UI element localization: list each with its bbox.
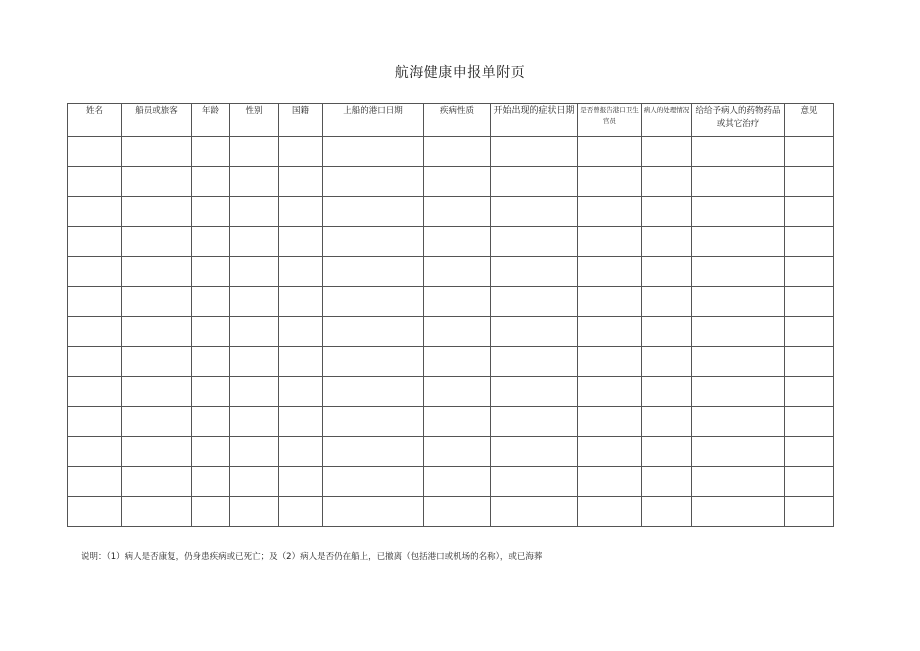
table-row <box>68 377 834 407</box>
table-cell[interactable] <box>424 467 491 497</box>
table-cell[interactable] <box>692 497 785 527</box>
table-cell[interactable] <box>692 197 785 227</box>
table-cell[interactable] <box>122 137 192 167</box>
footnote: 说明：（1）病人是否康复，仍身患疾病或已死亡；及（2）病人是否仍在船上，已撤离（包括港口或机场的名称），或已海葬 <box>81 552 543 562</box>
table-cell[interactable] <box>122 287 192 317</box>
table-cell[interactable] <box>578 497 642 527</box>
table-cell[interactable] <box>68 257 122 287</box>
table-cell[interactable] <box>642 347 692 377</box>
table-cell[interactable] <box>279 317 323 347</box>
table-cell[interactable] <box>424 407 491 437</box>
table-cell[interactable] <box>122 437 192 467</box>
table-cell[interactable] <box>230 347 279 377</box>
table-cell[interactable] <box>230 287 279 317</box>
table-cell[interactable] <box>323 167 424 197</box>
table-cell[interactable] <box>642 197 692 227</box>
table-cell[interactable] <box>279 497 323 527</box>
table-cell[interactable] <box>692 167 785 197</box>
table-cell[interactable] <box>192 137 230 167</box>
table-row <box>68 467 834 497</box>
table-cell[interactable] <box>642 167 692 197</box>
table-cell[interactable] <box>491 137 578 167</box>
table-row <box>68 407 834 437</box>
col-header-sex: 性别 <box>230 104 279 137</box>
table-cell[interactable] <box>578 347 642 377</box>
table-cell[interactable] <box>122 497 192 527</box>
table-cell[interactable] <box>279 287 323 317</box>
col-header-port-date: 上船的港口日期 <box>323 104 424 137</box>
table-cell[interactable] <box>692 467 785 497</box>
table-cell[interactable] <box>68 377 122 407</box>
table-cell[interactable] <box>642 287 692 317</box>
col-header-symptom-date: 开始出现的症状日期 <box>491 104 578 137</box>
table-cell[interactable] <box>491 227 578 257</box>
table-cell[interactable] <box>785 197 834 227</box>
table-row <box>68 257 834 287</box>
table-cell[interactable] <box>578 437 642 467</box>
table-cell[interactable] <box>491 167 578 197</box>
table-cell[interactable] <box>578 467 642 497</box>
table-cell[interactable] <box>279 347 323 377</box>
table-cell[interactable] <box>785 407 834 437</box>
health-declaration-table <box>67 103 834 527</box>
table-cell[interactable] <box>578 227 642 257</box>
table-cell[interactable] <box>424 227 491 257</box>
table-cell[interactable] <box>122 467 192 497</box>
table-row <box>68 347 834 377</box>
table-cell[interactable] <box>192 407 230 437</box>
table-cell[interactable] <box>491 437 578 467</box>
table-cell[interactable] <box>68 287 122 317</box>
table-cell[interactable] <box>323 497 424 527</box>
table-cell[interactable] <box>785 347 834 377</box>
table-cell[interactable] <box>192 347 230 377</box>
table-cell[interactable] <box>642 467 692 497</box>
table-cell[interactable] <box>122 167 192 197</box>
table-cell[interactable] <box>192 167 230 197</box>
table-cell[interactable] <box>279 407 323 437</box>
table-cell[interactable] <box>642 257 692 287</box>
col-header-reported: 是否曾报告港口卫生官员 <box>578 104 642 137</box>
table-cell[interactable] <box>68 407 122 437</box>
table-cell[interactable] <box>68 467 122 497</box>
table-cell[interactable] <box>230 437 279 467</box>
table-cell[interactable] <box>692 257 785 287</box>
table-cell[interactable] <box>491 287 578 317</box>
table-cell[interactable] <box>692 137 785 167</box>
table-cell[interactable] <box>230 257 279 287</box>
table-cell[interactable] <box>692 377 785 407</box>
table-cell[interactable] <box>230 467 279 497</box>
table-cell[interactable] <box>491 497 578 527</box>
table-cell[interactable] <box>68 497 122 527</box>
table-cell[interactable] <box>323 287 424 317</box>
table-cell[interactable] <box>279 227 323 257</box>
table-cell[interactable] <box>323 377 424 407</box>
table-cell[interactable] <box>230 497 279 527</box>
table-cell[interactable] <box>122 407 192 437</box>
table-cell[interactable] <box>323 227 424 257</box>
table-cell[interactable] <box>491 467 578 497</box>
table-cell[interactable] <box>692 317 785 347</box>
table-cell[interactable] <box>785 137 834 167</box>
table-cell[interactable] <box>692 347 785 377</box>
table-cell[interactable] <box>642 227 692 257</box>
table-cell[interactable] <box>491 317 578 347</box>
table-cell[interactable] <box>192 377 230 407</box>
table-cell[interactable] <box>323 137 424 167</box>
table-row <box>68 497 834 527</box>
table-cell[interactable] <box>642 497 692 527</box>
table-cell[interactable] <box>578 407 642 437</box>
table-cell[interactable] <box>68 137 122 167</box>
table-cell[interactable] <box>192 497 230 527</box>
table-cell[interactable] <box>122 347 192 377</box>
table-cell[interactable] <box>424 167 491 197</box>
table-cell[interactable] <box>785 467 834 497</box>
table-row <box>68 287 834 317</box>
table-cell[interactable] <box>279 437 323 467</box>
table-cell[interactable] <box>692 287 785 317</box>
table-cell[interactable] <box>323 317 424 347</box>
table-cell[interactable] <box>122 317 192 347</box>
table-cell[interactable] <box>192 467 230 497</box>
table-cell[interactable] <box>424 137 491 167</box>
table-cell[interactable] <box>279 467 323 497</box>
header-row <box>68 104 834 137</box>
table-cell[interactable] <box>230 227 279 257</box>
table-cell[interactable] <box>692 227 785 257</box>
table-cell[interactable] <box>230 167 279 197</box>
table-cell[interactable] <box>323 197 424 227</box>
table-cell[interactable] <box>68 227 122 257</box>
table-cell[interactable] <box>230 137 279 167</box>
table-cell[interactable] <box>642 437 692 467</box>
table-cell[interactable] <box>785 377 834 407</box>
table-cell[interactable] <box>424 317 491 347</box>
table-cell[interactable] <box>122 197 192 227</box>
table-cell[interactable] <box>642 137 692 167</box>
table-cell[interactable] <box>323 347 424 377</box>
col-header-nationality: 国籍 <box>279 104 323 137</box>
table-cell[interactable] <box>122 227 192 257</box>
page-title: 航海健康申报单附页 <box>394 65 526 81</box>
table-cell[interactable] <box>323 467 424 497</box>
table-cell[interactable] <box>230 317 279 347</box>
table-cell[interactable] <box>578 197 642 227</box>
table-cell[interactable] <box>578 137 642 167</box>
col-header-disease-nature: 疾病性质 <box>424 104 491 137</box>
table-cell[interactable] <box>424 497 491 527</box>
table-body <box>68 137 834 527</box>
table-cell[interactable] <box>578 257 642 287</box>
table-cell[interactable] <box>122 377 192 407</box>
table-row <box>68 227 834 257</box>
table-row <box>68 137 834 167</box>
table-cell[interactable] <box>578 377 642 407</box>
table-cell[interactable] <box>192 197 230 227</box>
table-cell[interactable] <box>692 437 785 467</box>
table-cell[interactable] <box>279 137 323 167</box>
table-cell[interactable] <box>785 497 834 527</box>
table-cell[interactable] <box>491 197 578 227</box>
table-row <box>68 437 834 467</box>
table-cell[interactable] <box>785 227 834 257</box>
table-cell[interactable] <box>785 437 834 467</box>
col-header-remarks: 意见 <box>785 104 834 137</box>
table-cell[interactable] <box>491 407 578 437</box>
table-cell[interactable] <box>578 287 642 317</box>
table-cell[interactable] <box>192 287 230 317</box>
table-cell[interactable] <box>785 287 834 317</box>
table-cell[interactable] <box>491 347 578 377</box>
table-cell[interactable] <box>279 167 323 197</box>
table-cell[interactable] <box>192 227 230 257</box>
table-cell[interactable] <box>230 197 279 227</box>
table-cell[interactable] <box>279 257 323 287</box>
table-cell[interactable] <box>323 407 424 437</box>
table-cell[interactable] <box>785 257 834 287</box>
table-cell[interactable] <box>279 377 323 407</box>
table-cell[interactable] <box>279 197 323 227</box>
table-cell[interactable] <box>230 407 279 437</box>
table-cell[interactable] <box>785 317 834 347</box>
col-header-medication: 给给予病人的药物药品或其它治疗 <box>692 104 785 137</box>
table-cell[interactable] <box>491 377 578 407</box>
table-cell[interactable] <box>192 437 230 467</box>
table-cell[interactable] <box>192 257 230 287</box>
table-cell[interactable] <box>578 167 642 197</box>
table-cell[interactable] <box>491 257 578 287</box>
table-cell[interactable] <box>192 317 230 347</box>
table-cell[interactable] <box>424 377 491 407</box>
table-row <box>68 167 834 197</box>
table-cell[interactable] <box>785 167 834 197</box>
table-cell[interactable] <box>323 437 424 467</box>
col-header-age: 年龄 <box>192 104 230 137</box>
table-cell[interactable] <box>230 377 279 407</box>
col-header-crew-or-passenger: 船员或旅客 <box>122 104 192 137</box>
table-cell[interactable] <box>323 257 424 287</box>
table-row <box>68 317 834 347</box>
table-cell[interactable] <box>68 317 122 347</box>
table-row <box>68 197 834 227</box>
table-cell[interactable] <box>68 167 122 197</box>
table-cell[interactable] <box>424 287 491 317</box>
col-header-name: 姓名 <box>68 104 122 137</box>
table-cell[interactable] <box>68 437 122 467</box>
table-cell[interactable] <box>68 347 122 377</box>
table-cell[interactable] <box>642 377 692 407</box>
table-cell[interactable] <box>424 347 491 377</box>
table-cell[interactable] <box>122 257 192 287</box>
table-cell[interactable] <box>642 407 692 437</box>
table-cell[interactable] <box>692 407 785 437</box>
table-cell[interactable] <box>68 197 122 227</box>
table-cell[interactable] <box>424 437 491 467</box>
table-cell[interactable] <box>642 317 692 347</box>
table-cell[interactable] <box>578 317 642 347</box>
table-cell[interactable] <box>424 197 491 227</box>
col-header-treatment-status: 病人的处理情况 <box>642 104 692 137</box>
table-cell[interactable] <box>424 257 491 287</box>
